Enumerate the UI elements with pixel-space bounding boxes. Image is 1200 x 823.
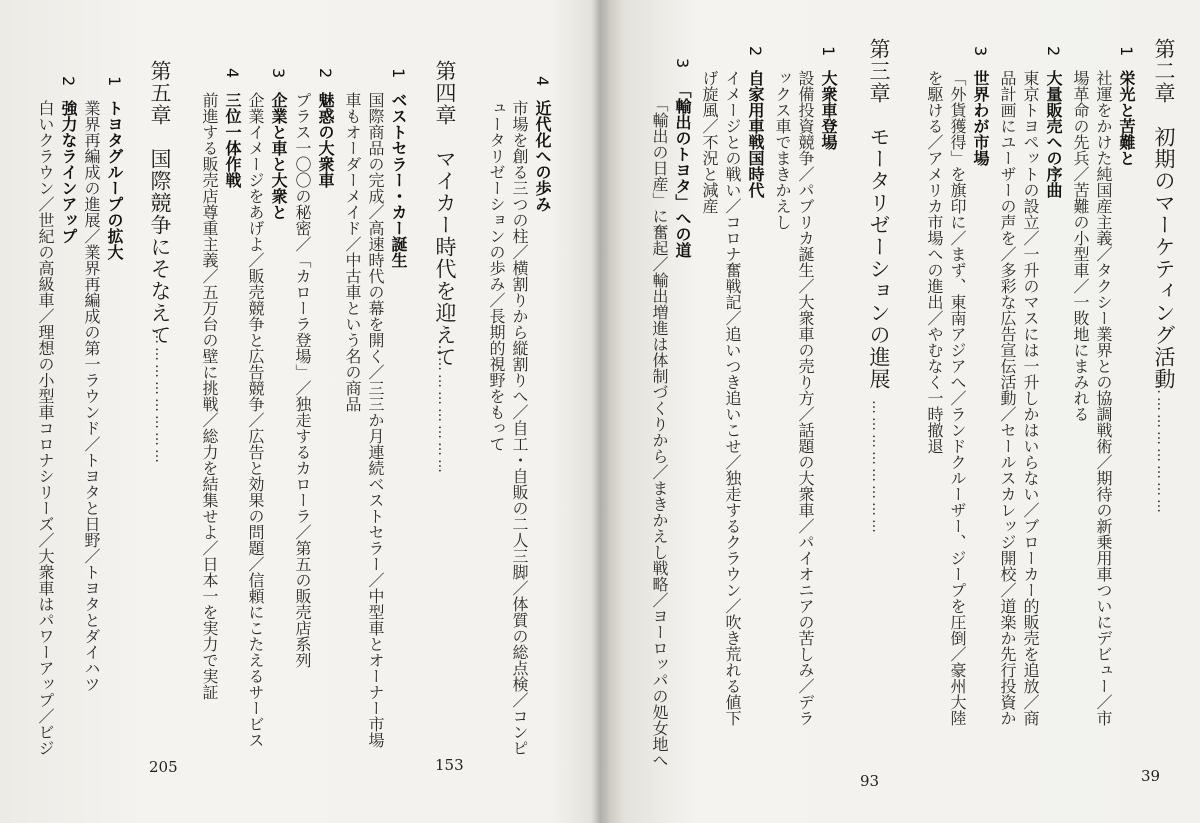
ch3-sec3-title: 「輸出のトヨタ」への道 — [673, 82, 692, 258]
ch4-sec1-num: 1 — [389, 68, 408, 79]
show-through-left — [120, 420, 146, 720]
book-gutter — [591, 0, 609, 823]
chapter2-leader: …………………… — [1154, 380, 1170, 516]
ch2-sec3-line1: 「外貨獲得」を旗印に／まず、東南アジアへ／ランドクルーザー、ジープを圧倒／豪州大陸 — [948, 70, 967, 726]
ch4-sec1-line2: 車もオーダーメイド／中古車という名の商品 — [343, 92, 362, 412]
ch2-sec2-line1: 東京トヨペットの設立／一升のマスには一升しかはいらない／ブローカー的販売を追放／商 — [1021, 70, 1040, 726]
chapter4-title: 第四章 マイカー時代を迎えて — [433, 60, 457, 368]
chapter3-page: 93 — [860, 772, 880, 790]
ch5-sec2-num: 2 — [59, 76, 78, 87]
ch3-sec1-title: 大衆車登場 — [819, 70, 838, 150]
ch3-sec1-num: 1 — [819, 46, 838, 57]
ch3-sec2-num: 2 — [746, 46, 765, 57]
ch3-sec4-num: 4 — [533, 76, 552, 87]
show-through-right — [838, 70, 864, 370]
ch2-sec3-title: 世界わが市場 — [971, 70, 990, 166]
ch4-sec1-line1: 国際商品の完成／高速時代の幕を開く／三三か月連続ベストセラー／中型車とオーナー市場 — [366, 92, 385, 748]
ch4-sec3-title: 企業と車と大衆と — [269, 92, 288, 220]
ch4-sec2-title: 魅惑の大衆車 — [316, 92, 335, 188]
chapter2-title: 第二章 初期のマーケティング活動 — [1152, 38, 1176, 390]
ch5-sec2-title: 強力なラインアップ — [59, 100, 78, 244]
ch2-sec2-line2: 品計画にユーザーの声を／多彩な広告宣伝活動／セールスカレッジ開校／道楽か先行投資か — [998, 70, 1017, 726]
ch3-sec4-title: 近代化への歩み — [533, 100, 552, 212]
chapter3-leader: …………………… — [869, 400, 885, 536]
ch3-sec4-line2: ュータリゼーションの歩み／長期的視野をもって — [487, 100, 506, 452]
ch4-sec3-line1: 企業イメージをあげよ／販売競争と広告競争／広告と効果の問題／信頼にこたえるサービス — [246, 92, 265, 748]
ch2-sec1-num: 1 — [1117, 46, 1136, 57]
ch3-sec3-line1: 「輸出の日産」に奮起／輸出増進は体制づくりから／まきかえし戦略／ヨーロッパの処女地へ — [650, 96, 669, 768]
ch2-sec1-title: 栄光と苦難と — [1117, 70, 1136, 166]
ch3-sec2-line1: イメージとの戦い／コロナ奮戦記／追いつき追いこせ／独走するクラウン／吹き荒れる値下 — [723, 70, 742, 726]
ch4-sec4-num: 4 — [223, 68, 242, 79]
ch4-sec3-num: 3 — [269, 68, 288, 79]
chapter4-page: 153 — [435, 756, 464, 774]
ch4-sec4-title: 三位一体作戦 — [223, 92, 242, 188]
ch4-sec4-line1: 前進する販売店尊重主義／五万台の壁に挑戦／総力を結集せよ／日本一を実力で実証 — [200, 92, 219, 700]
ch4-sec1-title: ベストセラー・カー誕生 — [389, 92, 408, 268]
chapter3-title: 第三章 モータリゼーションの進展 — [867, 38, 891, 390]
ch5-sec1-title: トヨタグループの拡大 — [105, 100, 124, 260]
chapter4-leader: …………………… — [435, 340, 451, 476]
ch2-sec3-num: 3 — [971, 46, 990, 57]
ch2-sec1-line2: 場革命の先兵／苦難の小型車／一敗地にまみれる — [1071, 70, 1090, 422]
ch3-sec2-line2: げ旋風／不況と減産 — [700, 70, 719, 214]
ch2-sec3-line2: を駆ける／アメリカ市場への進出／やむなく一時撤退 — [925, 70, 944, 454]
ch2-sec2-num: 2 — [1044, 46, 1063, 57]
chapter5-leader: …………………… — [152, 330, 168, 466]
ch2-sec2-title: 大量販売への序曲 — [1044, 70, 1063, 198]
ch5-sec1-line1: 業界再編成の進展／業界再編成の第一ラウンド／トヨタと日野／トヨタとダイハツ — [82, 100, 101, 692]
ch3-sec3-num: 3 — [673, 58, 692, 69]
ch3-sec2-title: 自家用車戦国時代 — [746, 70, 765, 198]
ch4-sec2-line1: プラス一〇〇の秘密／「カローラ登場」／独走するカローラ／第五の販売店系列 — [293, 92, 312, 668]
ch3-sec1-line1: 設備投資競争／パブリカ誕生／大衆車の売り方／話題の大衆車／パイオニアの苦しみ／デラ — [796, 70, 815, 726]
ch3-sec4-line1: 市場を創る三つの柱／横割りから縦割りへ／自工・自販の二人三脚／体質の総点検／コンピ — [510, 100, 529, 756]
ch5-sec1-num: 1 — [105, 76, 124, 87]
chapter5-page: 205 — [149, 758, 178, 776]
chapter5-title: 第五章 国際競争にそなえて — [148, 60, 172, 346]
chapter2-page: 39 — [1141, 767, 1161, 785]
ch4-sec2-num: 2 — [316, 68, 335, 79]
ch5-sec2-line1: 白いクラウン／世紀の高級車／理想の小型車コロナシリーズ／大衆車はパワーアップ／ビジ — [36, 100, 55, 756]
ch2-sec1-line1: 社運をかけた純国産主義／タクシー業界との協調戦術／期待の新乗用車ついにデビュー／市 — [1094, 70, 1113, 726]
ch3-sec1-line2: ックス車でまきかえし — [773, 70, 792, 230]
